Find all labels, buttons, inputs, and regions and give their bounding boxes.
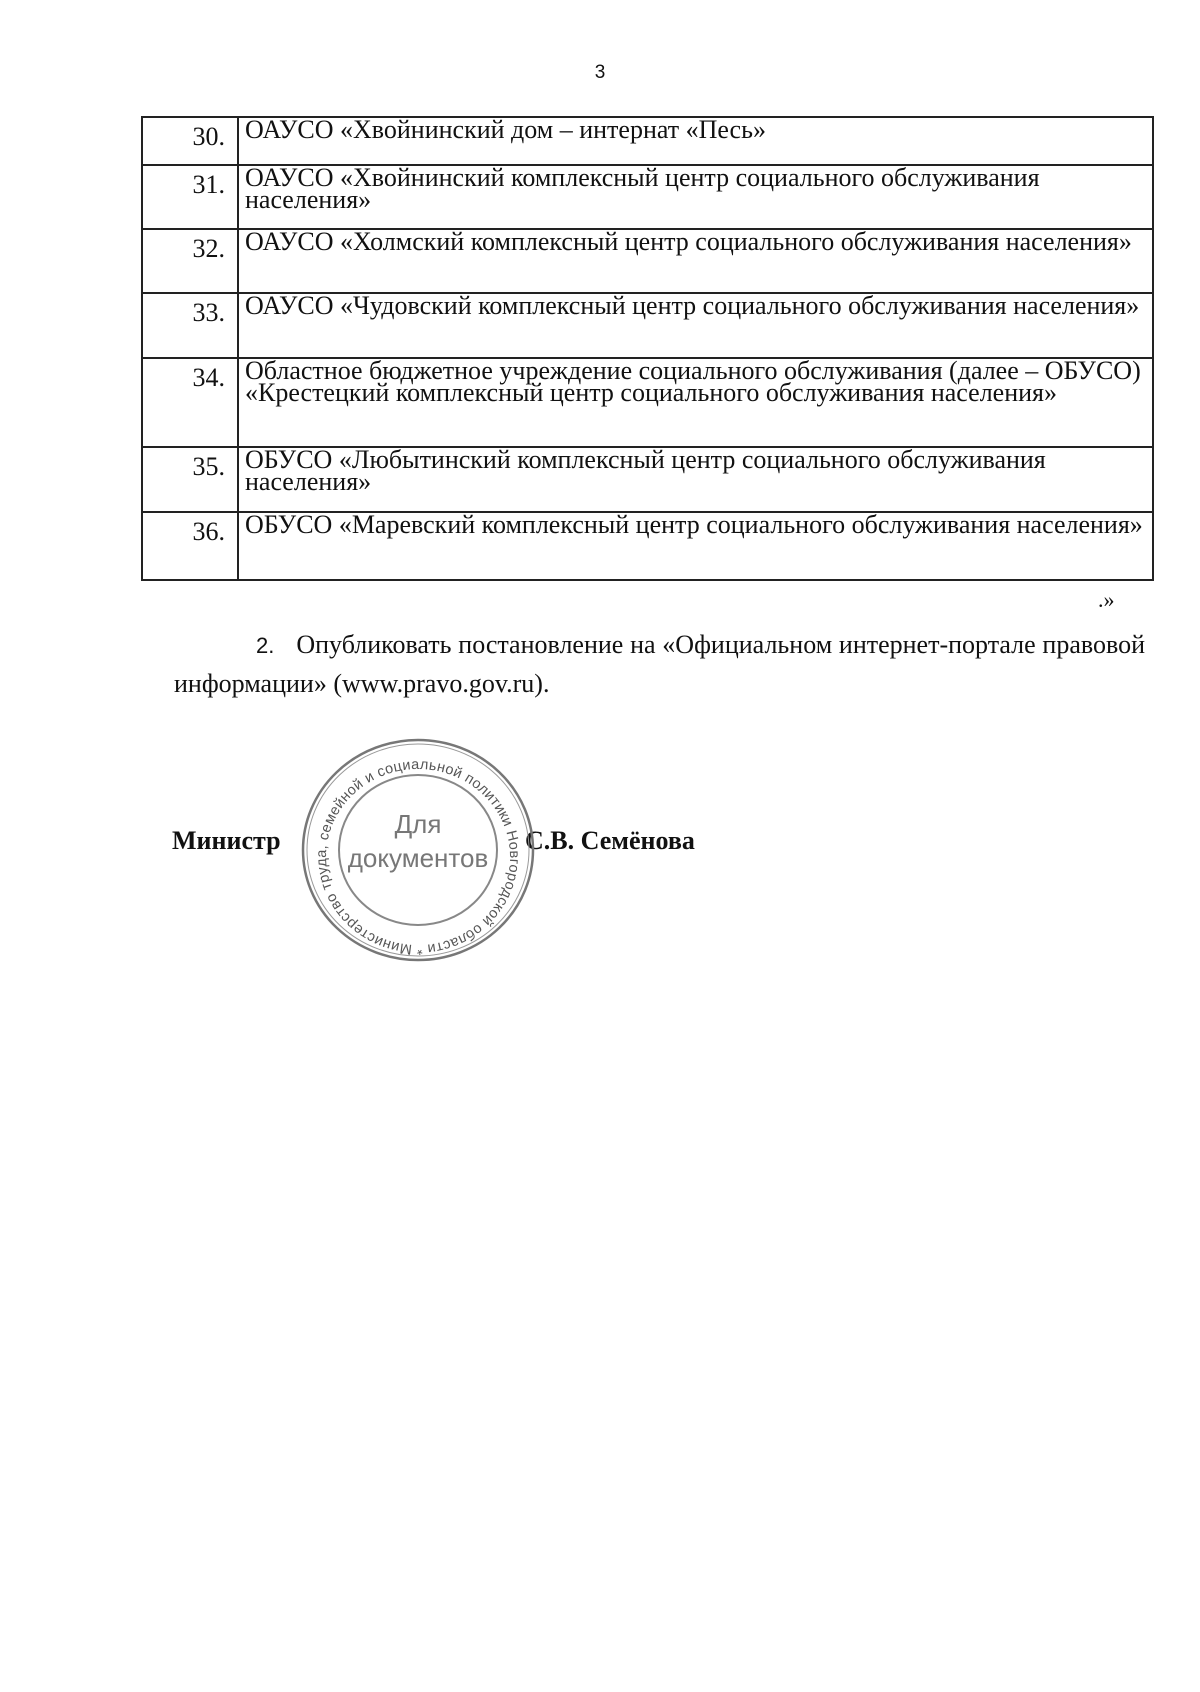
paragraph-number: 2. bbox=[256, 633, 275, 658]
table-row bbox=[142, 165, 1153, 229]
paragraph-text: Опубликовать постановление на «Официальном интернет-портале правовой информации» (www.pravo.gov.ru). bbox=[174, 630, 1145, 698]
organization-name: ОАУСО «Чудовский комплексный центр социального обслуживания населения» bbox=[238, 293, 1153, 358]
paragraph-2 bbox=[174, 626, 1145, 703]
row-number: 33. bbox=[142, 293, 238, 358]
organization-name: ОАУСО «Хвойнинский комплексный центр социального обслуживания населения» bbox=[238, 165, 1153, 229]
table-row bbox=[142, 512, 1153, 580]
table-row bbox=[142, 447, 1153, 512]
closing-quote: .» bbox=[1098, 587, 1115, 612]
table-row bbox=[142, 293, 1153, 358]
signer-name: С.В. Семёнова bbox=[525, 826, 695, 855]
row-number: 36. bbox=[142, 512, 238, 580]
signer-title: Министр bbox=[172, 826, 281, 855]
organization-name: ОБУСО «Любытинский комплексный центр социального обслуживания населения» bbox=[238, 447, 1153, 512]
seal-center-line1: Для bbox=[394, 809, 442, 839]
organizations-table bbox=[141, 116, 1154, 581]
seal-center-line2: документов bbox=[347, 843, 489, 873]
organization-name: ОБУСО «Маревский комплексный центр социального обслуживания населения» bbox=[238, 512, 1153, 580]
page-number: 3 bbox=[594, 62, 606, 83]
table-row bbox=[142, 358, 1153, 447]
organization-name: ОАУСО «Холмский комплексный центр социального обслуживания населения» bbox=[238, 229, 1153, 293]
row-number: 31. bbox=[142, 165, 238, 229]
row-number: 32. bbox=[142, 229, 238, 293]
row-number: 35. bbox=[142, 447, 238, 512]
official-seal bbox=[295, 735, 541, 965]
row-number: 30. bbox=[142, 117, 238, 165]
table-row bbox=[142, 117, 1153, 165]
organization-name: ОАУСО «Хвойнинский дом – интернат «Песь» bbox=[238, 117, 1153, 165]
table-row bbox=[142, 229, 1153, 293]
row-number: 34. bbox=[142, 358, 238, 447]
organization-name: Областное бюджетное учреждение социального обслуживания (далее – ОБУСО) «Крестецкий комплексный центр социального обслуживания населения» bbox=[238, 358, 1153, 447]
seal-ring-text: Министерство труда, семейной и социальной политики Новгородской области * bbox=[313, 756, 523, 958]
